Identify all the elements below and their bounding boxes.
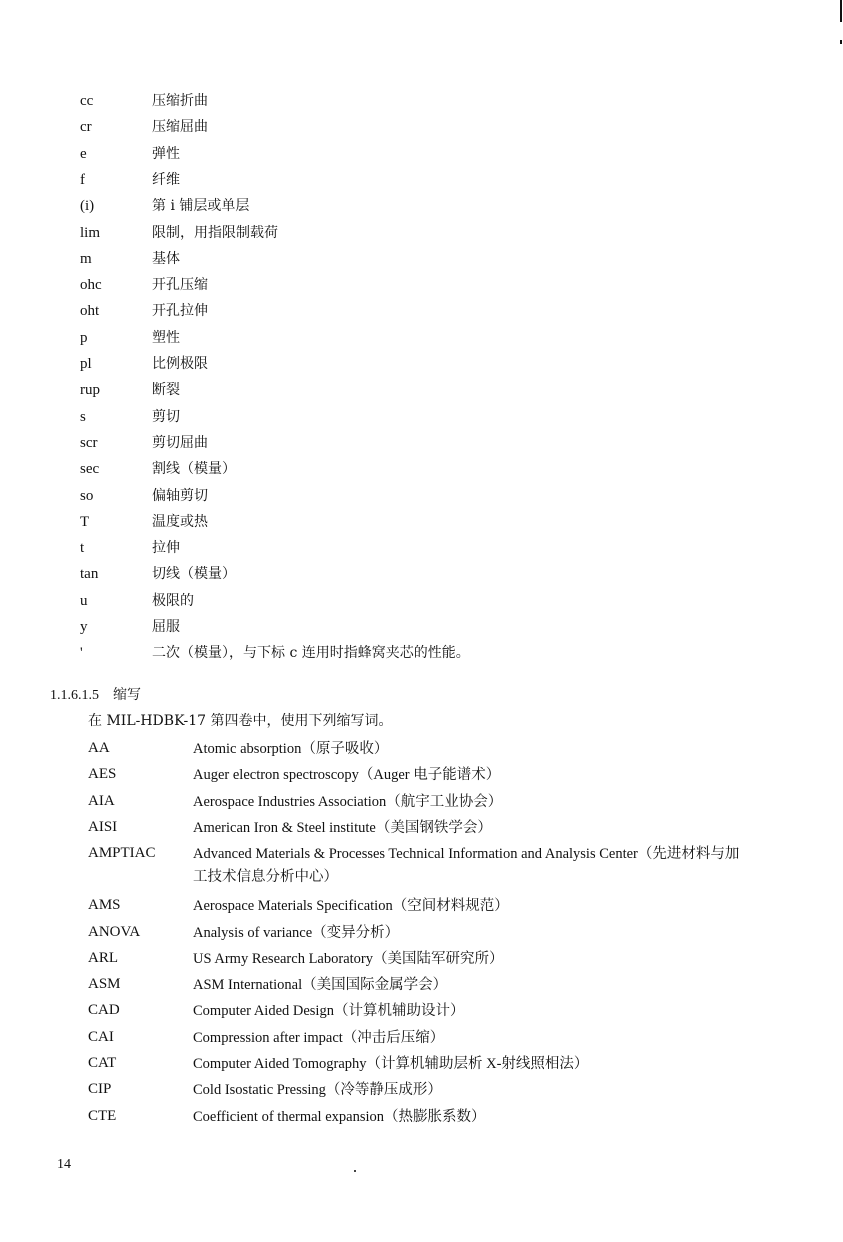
subscript-symbol: tan	[80, 566, 99, 583]
subscript-row	[0, 538, 843, 564]
subscript-symbol: sec	[80, 461, 100, 478]
subscript-symbol: t	[80, 540, 85, 557]
abbreviation-term: CTE	[88, 1107, 117, 1124]
subscript-row	[0, 643, 843, 669]
abbreviation-definition: Analysis of variance（变异分析）	[193, 924, 400, 941]
subscript-row	[0, 433, 843, 459]
subscript-symbol: '	[80, 645, 83, 662]
abbreviation-term: ARL	[88, 949, 118, 966]
subscript-symbol: so	[80, 487, 94, 504]
subscript-meaning: 基体	[152, 250, 180, 267]
subscript-symbol: T	[80, 513, 90, 530]
subscript-meaning: 开孔拉伸	[152, 303, 208, 320]
abbreviation-term: AISI	[88, 818, 118, 835]
abbreviation-definition: Aerospace Industries Association（航宇工业协会）	[193, 793, 503, 810]
abbreviation-term: CAD	[88, 1002, 120, 1019]
subscript-symbol: (i)	[80, 198, 95, 215]
abbreviation-term: AIA	[88, 792, 115, 809]
subscript-row	[0, 564, 843, 590]
abbreviation-term: CAI	[88, 1028, 114, 1045]
subscript-symbol: y	[80, 619, 88, 635]
abbreviation-term: AMS	[88, 897, 121, 914]
subscript-symbol: oht	[80, 303, 100, 320]
subscript-symbol: cc	[80, 93, 94, 109]
subscript-row	[0, 170, 843, 196]
subscript-symbol: rup	[80, 382, 100, 399]
subscript-symbol: e	[80, 145, 87, 162]
abbreviation-term: AES	[88, 766, 117, 783]
section-heading	[50, 685, 141, 706]
section-number: 1.1.6.1.5	[50, 688, 99, 703]
subscript-row	[0, 486, 843, 512]
subscript-meaning: 剪切屈曲	[152, 434, 208, 451]
abbreviation-definition: Advanced Materials & Processes Technical Information and Analysis Center（先进材料与加工技术信息分析中心）	[193, 846, 740, 886]
abbreviation-term: AMPTIAC	[88, 845, 156, 862]
abbreviation-term: CAT	[88, 1055, 117, 1071]
subscript-symbol: m	[80, 250, 92, 267]
subscript-meaning: 开孔压缩	[152, 277, 208, 294]
subscript-row	[0, 591, 843, 617]
subscript-meaning: 压缩屈曲	[152, 119, 208, 136]
subscript-meaning: 二次（模量），与下标 c 连用时指蜂窝夹芯的性能。	[152, 645, 470, 662]
subscript-meaning: 弹性	[152, 145, 180, 162]
subscript-row	[0, 354, 843, 380]
subscript-symbol: u	[80, 592, 88, 609]
abbreviation-definition: Auger electron spectroscopy（Auger 电子能谱术）	[193, 767, 501, 784]
abbreviation-term: ASM	[88, 976, 121, 993]
subscript-row	[0, 91, 843, 117]
subscript-row	[0, 144, 843, 170]
abbreviation-definition: Computer Aided Design（计算机辅助设计）	[193, 1003, 465, 1020]
subscript-meaning: 限制，用指限制载荷	[152, 224, 278, 241]
subscript-row	[0, 328, 843, 354]
subscript-meaning: 压缩折曲	[152, 93, 208, 109]
abbreviation-definition: Coefficient of thermal expansion（热膨胀系数）	[193, 1108, 486, 1125]
abbreviation-definition: ASM International（美国国际金属学会）	[193, 977, 448, 994]
subscript-row	[0, 617, 843, 643]
subscript-meaning: 断裂	[152, 382, 180, 399]
subscript-symbol: p	[80, 329, 88, 346]
subscript-meaning: 塑性	[152, 329, 180, 346]
subscript-meaning: 切线（模量）	[152, 566, 236, 583]
subscript-meaning: 偏轴剪切	[152, 487, 208, 504]
abbreviation-term: ANOVA	[88, 923, 141, 940]
subscript-row	[0, 380, 843, 406]
subscript-row	[0, 301, 843, 327]
edge-dot	[840, 40, 842, 44]
subscript-row	[0, 249, 843, 275]
abbreviation-definition: Aerospace Materials Specification（空间材料规范）	[193, 898, 509, 915]
subscript-row	[0, 223, 843, 249]
subscript-symbol: cr	[80, 119, 92, 136]
abbreviation-definition: Compression after impact（冲击后压缩）	[193, 1029, 445, 1046]
scan-dot	[354, 1170, 356, 1172]
abbreviation-term: AA	[88, 740, 110, 756]
subscript-meaning: 比例极限	[152, 356, 208, 372]
intro-paragraph: 在 MIL-HDBK-17 第四卷中，使用下列缩写词。	[88, 713, 393, 729]
abbreviation-definition: Computer Aided Tomography（计算机辅助层析 X-射线照相法）	[193, 1056, 589, 1072]
abbreviation-definition: Atomic absorption（原子吸收）	[193, 741, 389, 757]
subscript-meaning: 剪切	[152, 408, 180, 425]
subscript-symbol: pl	[80, 356, 92, 372]
subscript-row	[0, 459, 843, 485]
abbreviation-definition: American Iron & Steel institute（美国钢铁学会）	[193, 819, 492, 836]
subscript-row	[0, 117, 843, 143]
edge-mark	[840, 0, 842, 22]
subscript-meaning: 拉伸	[152, 540, 180, 557]
subscript-symbol: s	[80, 408, 86, 425]
abbreviation-term: CIP	[88, 1081, 112, 1098]
subscript-row	[0, 275, 843, 301]
subscript-symbol: ohc	[80, 277, 102, 294]
subscript-symbol: scr	[80, 434, 98, 451]
page-number: 14	[57, 1157, 71, 1172]
subscript-row	[0, 407, 843, 433]
subscript-meaning: 极限的	[152, 592, 194, 609]
subscript-meaning: 屈服	[152, 619, 180, 635]
subscript-symbol: f	[80, 171, 85, 188]
subscript-meaning: 温度或热	[152, 513, 208, 530]
section-title: 缩写	[113, 687, 141, 703]
subscript-meaning: 第 i 铺层或单层	[152, 198, 250, 215]
abbreviation-definition: Cold Isostatic Pressing（冷等静压成形）	[193, 1082, 442, 1099]
subscript-meaning: 割线（模量）	[152, 461, 236, 478]
subscript-row	[0, 196, 843, 222]
subscript-meaning: 纤维	[152, 171, 180, 188]
subscript-symbol: lim	[80, 224, 101, 241]
subscript-row	[0, 512, 843, 538]
abbreviation-definition: US Army Research Laboratory（美国陆军研究所）	[193, 950, 504, 967]
